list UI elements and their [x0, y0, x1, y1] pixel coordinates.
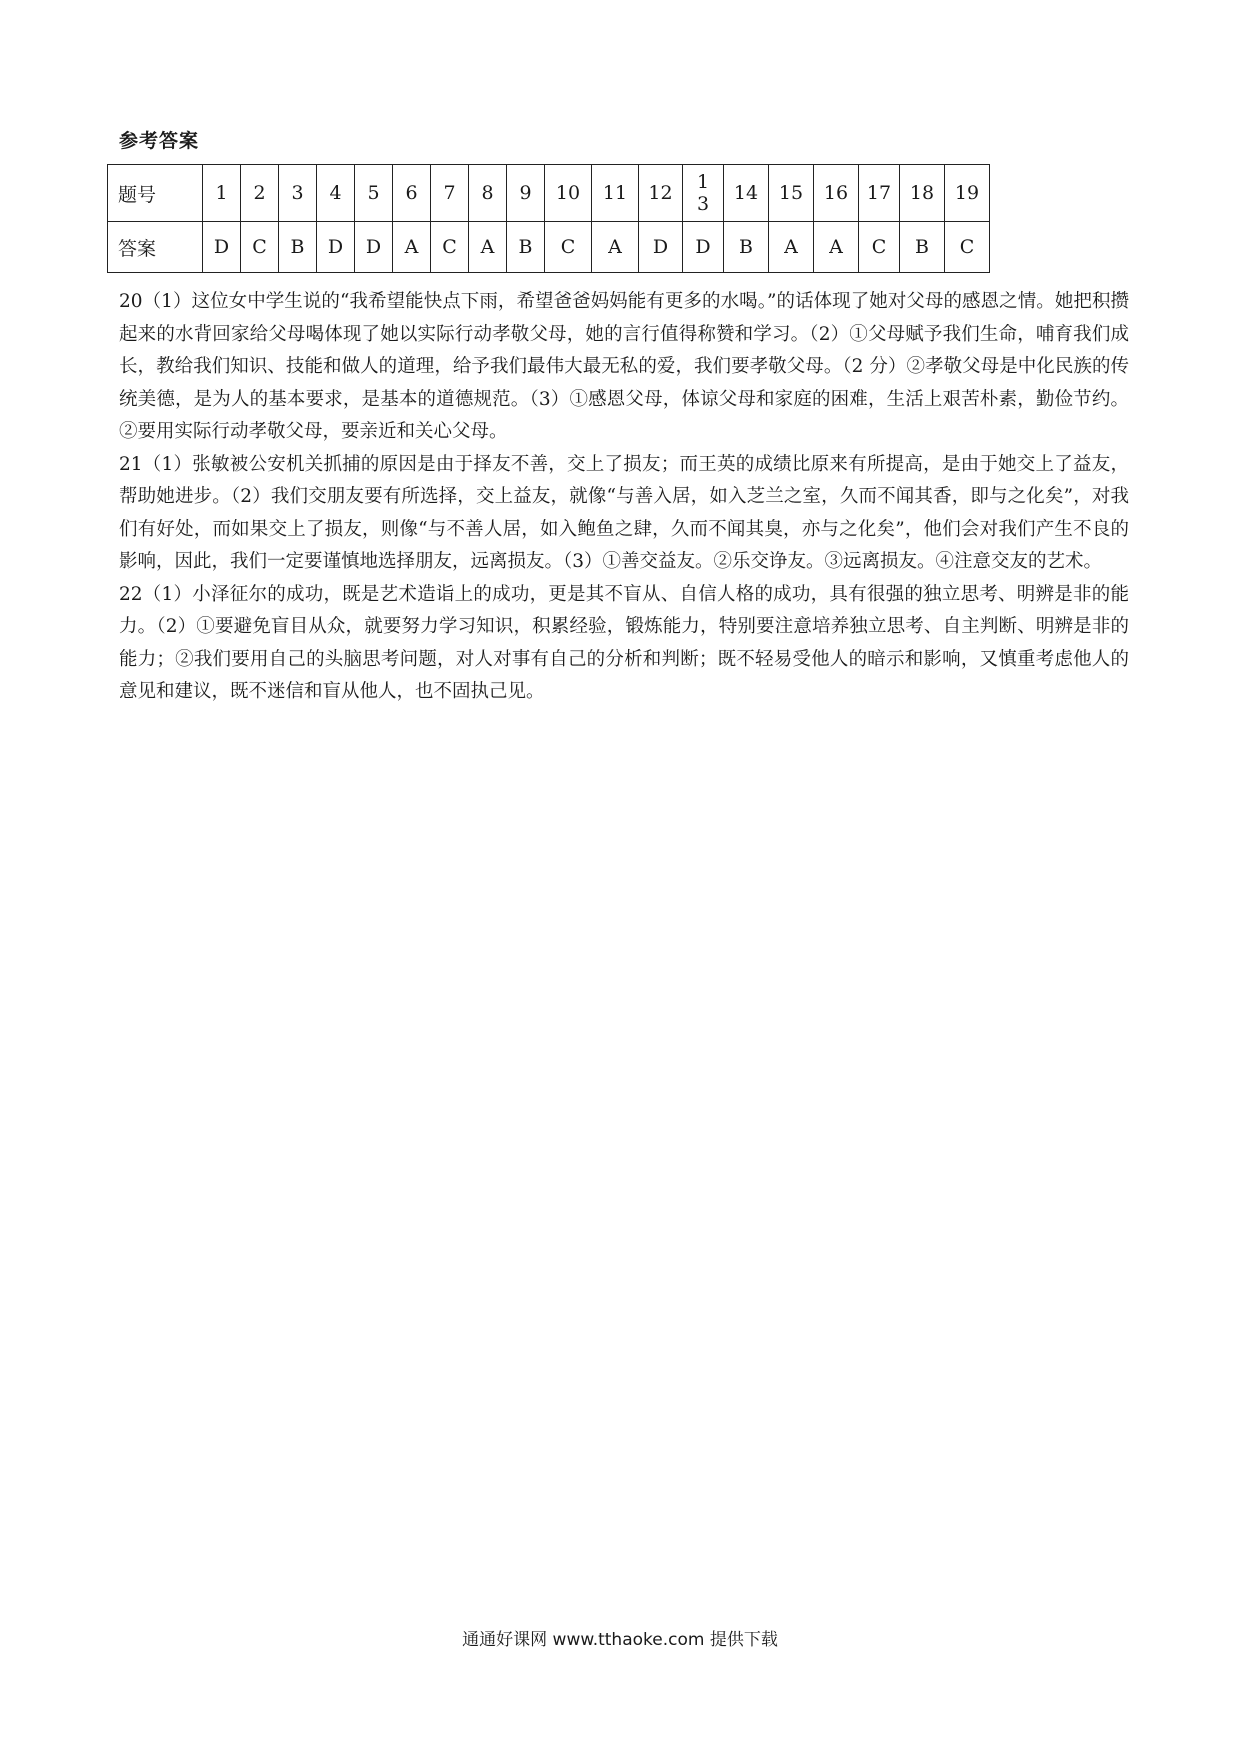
page-footer: 通通好课网 www.tthaoke.com 提供下载: [462, 1630, 778, 1650]
answer-cell: A: [469, 222, 507, 273]
question-number-cell: 17: [859, 165, 900, 222]
answer-cell: B: [900, 222, 945, 273]
question-number-row: [108, 165, 990, 222]
answer-cell: C: [545, 222, 592, 273]
question-number-cell: 16: [814, 165, 859, 222]
question-number-cell: 3: [279, 165, 317, 222]
row-label-answer: 答案: [108, 222, 203, 273]
question-number-cell: 6: [393, 165, 431, 222]
answer-cell: A: [769, 222, 814, 273]
question-number-cell: 14: [724, 165, 769, 222]
page-heading: 参考答案: [119, 130, 200, 152]
question-number-cell: 19: [945, 165, 990, 222]
answer-paragraph-22: 22（1）小泽征尔的成功，既是艺术造诣上的成功，更是其不盲从、自信人格的成功，具有很强的独立思考、明辨是非的能力。（2）①要避免盲目从众，就要努力学习知识，积累经验，锻炼能力，特别要注意培养独立思考、自主判断、明辨是非的能力；②我们要用自己的头脑思考问题，对人对事有自己的分析和判断；既不轻易受他人的暗示和影响，又慎重考虑他人的意见和建议，既不迷信和盲从他人，也不固执己见。: [119, 583, 1129, 702]
question-number-cell: 9: [507, 165, 545, 222]
question-number-cell: 11: [592, 165, 639, 222]
question-number-cell: 12: [639, 165, 683, 222]
question-number-cell: 1 3: [683, 165, 724, 222]
question-number-cell: 8: [469, 165, 507, 222]
answer-cell: B: [724, 222, 769, 273]
answer-cell: B: [279, 222, 317, 273]
question-number-cell: 2: [241, 165, 279, 222]
answer-row: [108, 222, 990, 273]
answer-table: [107, 164, 990, 273]
answer-cell: D: [355, 222, 393, 273]
answer-cell: D: [639, 222, 683, 273]
answer-cell: D: [203, 222, 241, 273]
question-number-cell: 15: [769, 165, 814, 222]
answer-paragraph-20: 20（1）这位女中学生说的“我希望能快点下雨，希望爸爸妈妈能有更多的水喝。”的话体现了她对父母的感恩之情。她把积攒起来的水背回家给父母喝体现了她以实际行动孝敬父母，她的言行值得称赞和学习。（2）①父母赋予我们生命，哺育我们成长，教给我们知识、技能和做人的道理，给予我们最伟大最无私的爱，我们要孝敬父母。（2 分）②孝敬父母是中化民族的传统美德，是为人的基本要求，是基本的道德规范。（3）①感恩父母，体谅父母和家庭的困难，生活上艰苦朴素，勤俭节约。②要用实际行动孝敬父母，要亲近和关心父母。: [119, 291, 1129, 442]
answer-cell: C: [859, 222, 900, 273]
question-number-cell: 18: [900, 165, 945, 222]
answer-explanations: [119, 286, 1129, 709]
answer-cell: C: [945, 222, 990, 273]
answer-cell: C: [241, 222, 279, 273]
question-number-cell: 10: [545, 165, 592, 222]
question-number-cell: 4: [317, 165, 355, 222]
answer-cell: D: [317, 222, 355, 273]
answer-paragraph-21: 21（1）张敏被公安机关抓捕的原因是由于择友不善，交上了损友；而王英的成绩比原来有所提高，是由于她交上了益友，帮助她进步。（2）我们交朋友要有所选择，交上益友，就像“与善入居，如入芝兰之室，久而不闻其香，即与之化矣”，对我们有好处，而如果交上了损友，则像“与不善人居，如入鲍鱼之肆，久而不闻其臭，亦与之化矣”，他们会对我们产生不良的影响，因此，我们一定要谨慎地选择朋友，远离损友。（3）①善交益友。②乐交诤友。③远离损友。④注意交友的艺术。: [119, 453, 1129, 572]
answer-cell: B: [507, 222, 545, 273]
question-number-cell: 7: [431, 165, 469, 222]
question-number-cell: 5: [355, 165, 393, 222]
answer-cell: D: [683, 222, 724, 273]
row-label-question-number: 题号: [108, 165, 203, 222]
answer-cell: A: [814, 222, 859, 273]
answer-cell: C: [431, 222, 469, 273]
answer-cell: A: [592, 222, 639, 273]
answer-cell: A: [393, 222, 431, 273]
question-number-cell: 1: [203, 165, 241, 222]
